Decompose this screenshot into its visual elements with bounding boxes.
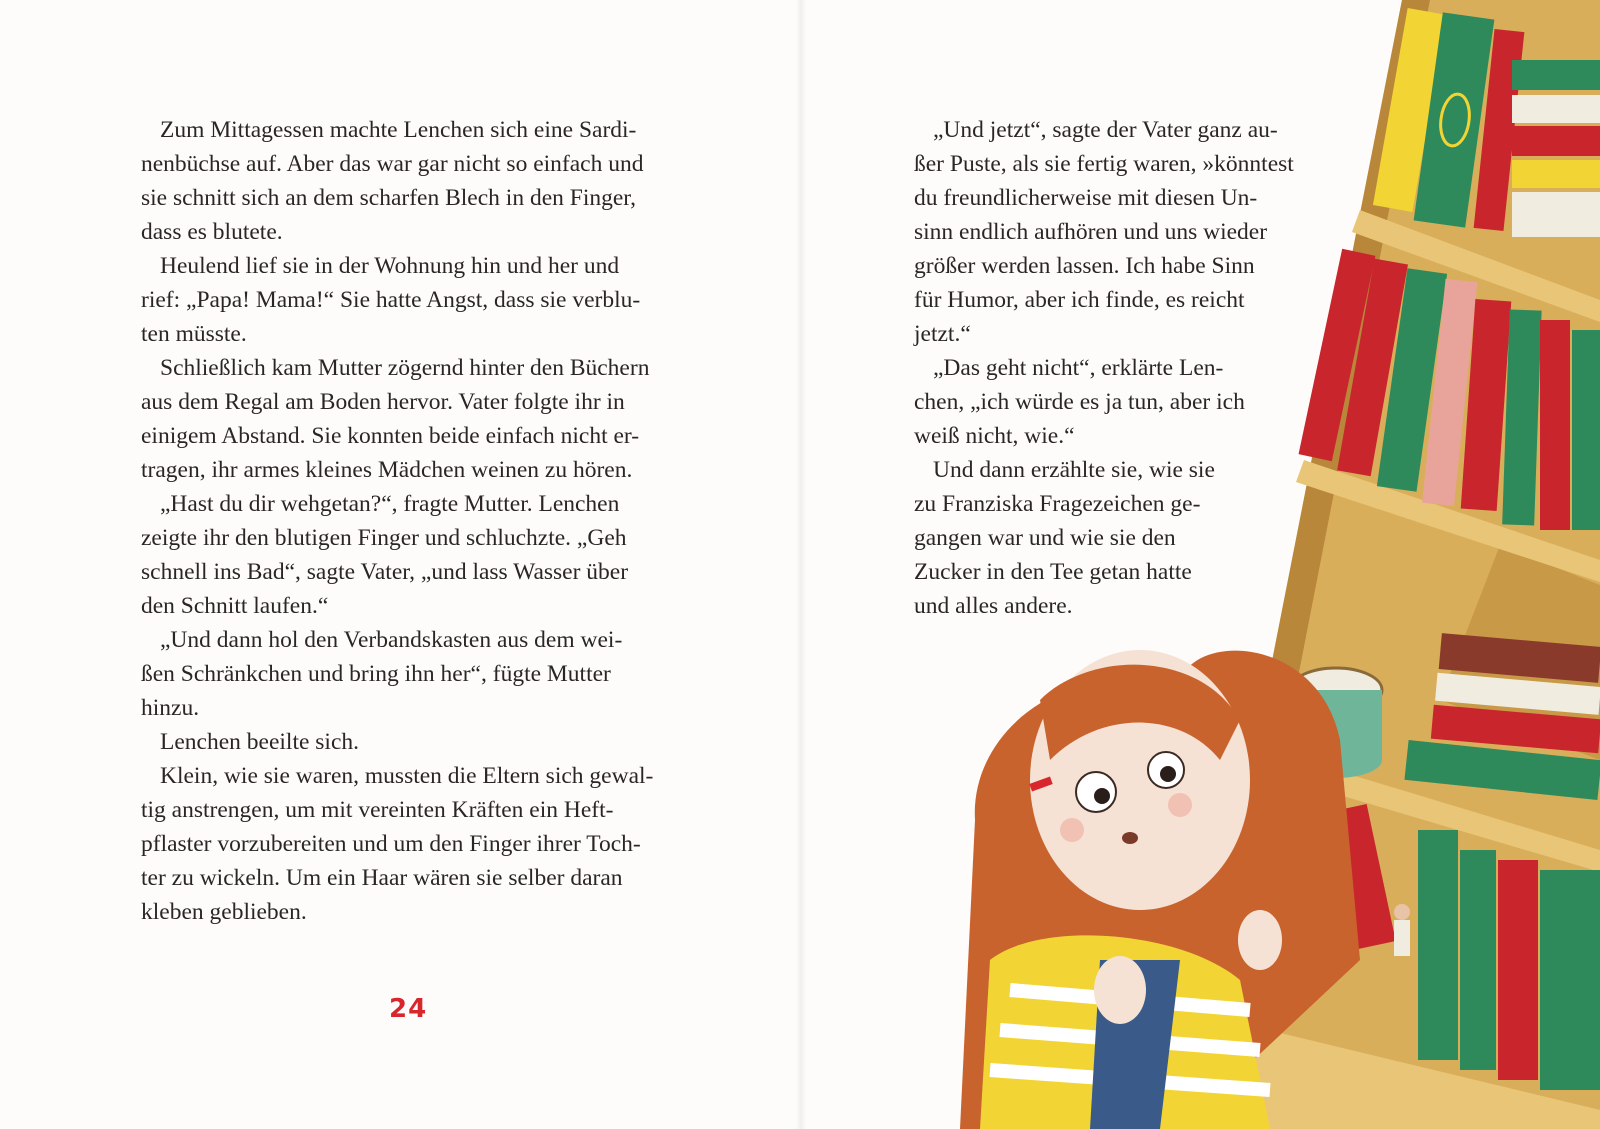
right-text-column	[914, 113, 1334, 623]
paragraph: Heulend lief sie in der Wohnung hin und her und rief: „Papa! Mama!“ Sie hatte Angst, dass sie verblu- ten müsste.	[141, 253, 641, 347]
paragraph: Klein, wie sie waren, mussten die Eltern sich gewal- tig anstrengen, um mit vereinten Kräften ein Heft- pflaster vorzubereiten und um den Finger ihrer Toch- ter zu wickeln. Um ein Haar wären sie selber daran kleben geblieben.	[141, 763, 654, 925]
paragraph: „Und dann hol den Verbandskasten aus dem wei- ßen Schränkchen und bring ihn her“, fügte Mutter hinzu.	[141, 627, 623, 721]
paragraph: „Hast du dir wehgetan?“, fragte Mutter. Lenchen zeigte ihr den blutigen Finger und schluchzte. „Geh schnell ins Bad“, sagte Vater, „und lass Wasser über den Schnitt laufen.“	[141, 491, 629, 619]
paragraph: Zum Mittagessen machte Lenchen sich eine Sardi- nenbüchse auf. Aber das war gar nicht so einfach und sie schnitt sich an dem scharfen Blech in den Finger, dass es blutete.	[141, 117, 644, 245]
left-text-column	[141, 113, 687, 929]
page-number: 24	[389, 994, 428, 1024]
right-page	[800, 0, 1600, 1129]
tiny-father-figure	[1394, 904, 1410, 956]
paragraph: „Das geht nicht“, erklärte Len- chen, „ich würde es ja tun, aber ich weiß nicht, wie.“	[914, 355, 1245, 449]
paragraph: Lenchen beeilte sich.	[160, 729, 360, 755]
paragraph: Und dann erzählte sie, wie sie zu Franziska Fragezeichen ge- gangen war und wie sie den Zucker in den Tee getan hatte und alles andere.	[914, 457, 1215, 619]
paragraph: „Und jetzt“, sagte der Vater ganz au- ßer Puste, als sie fertig waren, »könntest du freundlicherweise mit diesen Un- sinn endlich aufhören und uns wieder größer werden lassen. Ich habe Sinn für Humor, aber ich finde, es reicht jetzt.“	[914, 117, 1294, 347]
paragraph: Schließlich kam Mutter zögernd hinter den Büchern aus dem Regal am Boden hervor. Vater folgte ihr in einigem Abstand. Sie konnten beide einfach nicht er- tragen, ihr armes kleines Mädchen weinen zu hören.	[141, 355, 650, 483]
